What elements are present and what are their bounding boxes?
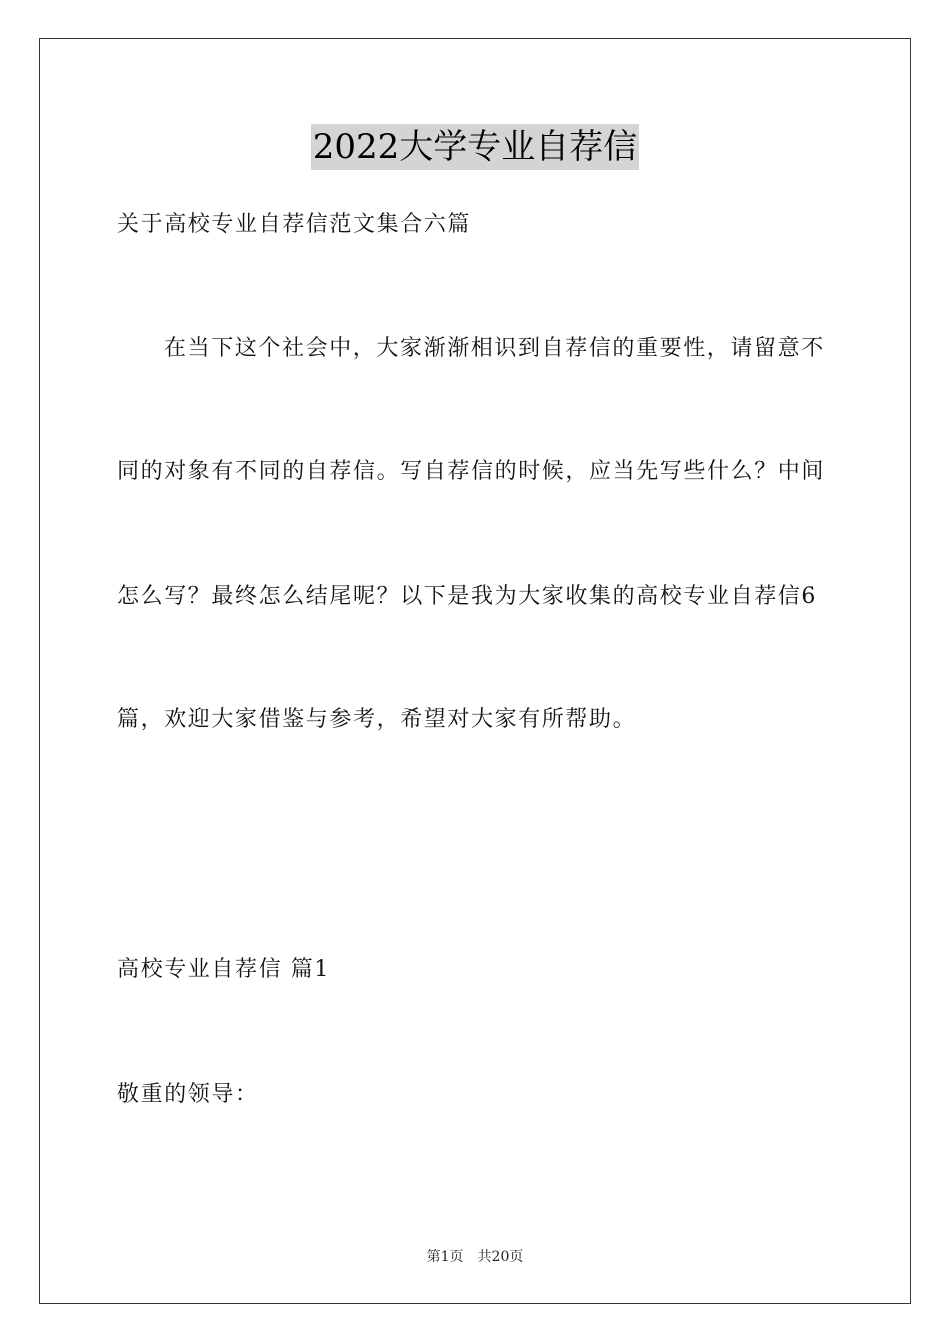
document-title: 2022大学专业自荐信 xyxy=(311,124,640,170)
letter-greeting: 敬重的领导： xyxy=(117,1082,259,1107)
intro-line-3: 怎么写？最终怎么结尾呢？以下是我为大家收集的高校专业自荐信6 xyxy=(117,584,817,609)
intro-line-1: 在当下这个社会中，大家渐渐相识到自荐信的重要性，请留意不 xyxy=(164,336,825,361)
page-footer: 第1页 共20页 xyxy=(426,1249,524,1265)
intro-line-2: 同的对象有不同的自荐信。写自荐信的时候，应当先写些什么？中间 xyxy=(117,459,826,484)
title-container xyxy=(0,124,950,170)
intro-line-4: 篇，欢迎大家借鉴与参考，希望对大家有所帮助。 xyxy=(117,707,637,732)
document-subtitle: 关于高校专业自荐信范文集合六篇 xyxy=(117,212,472,237)
section-heading: 高校专业自荐信 篇1 xyxy=(117,957,330,982)
